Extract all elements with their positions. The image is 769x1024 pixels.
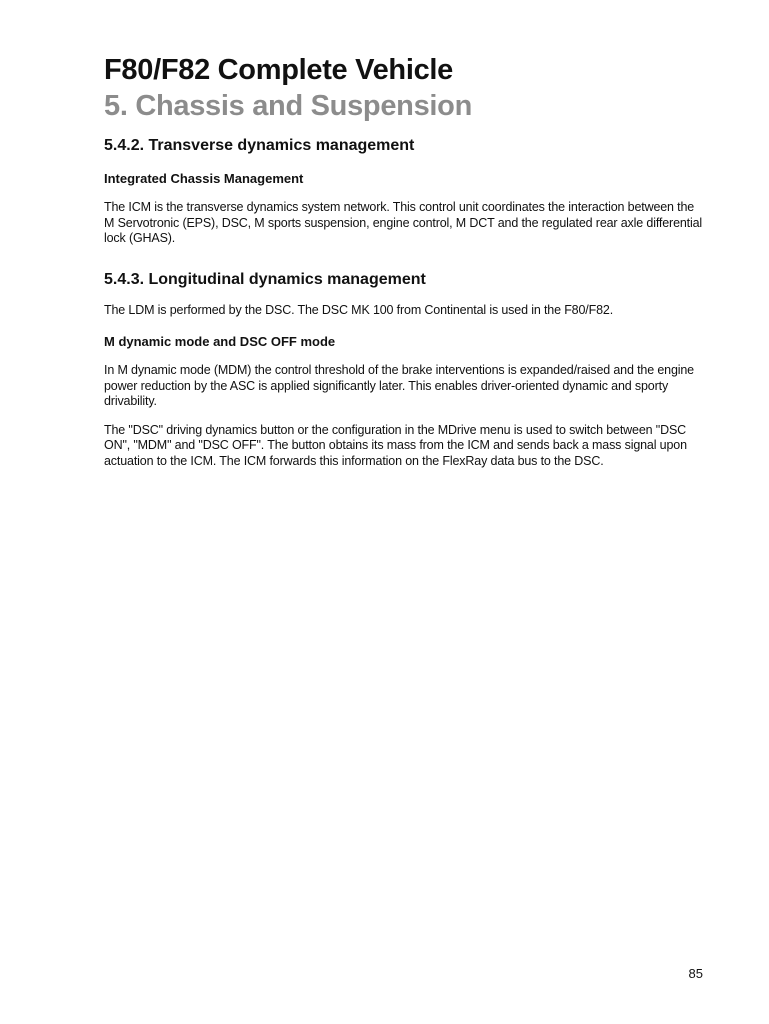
paragraph-dsc-button: The "DSC" driving dynamics button or the configuration in the MDrive menu is used to switch between "DSC ON", "MDM" and "DSC OFF". The button obtains its mass from the ICM and sends back a mass signal upon actuation to the ICM. The ICM forwards this information on the FlexRay data bus to the DSC.: [104, 422, 687, 468]
paragraph-icm: The ICM is the transverse dynamics system network. This control unit coordinates the interaction between the M Servotronic (EPS), DSC, M sports suspension, engine control, M DCT and the regulated rear axle differential lock (GHAS).: [104, 200, 703, 245]
chapter-title: 5. Chassis and Suspension: [104, 90, 472, 122]
paragraph-ldm: The LDM is performed by the DSC. The DSC MK 100 from Continental is used in the F80/F82.: [104, 302, 614, 317]
section-heading-transverse: 5.4.2. Transverse dynamics management: [104, 137, 415, 154]
document-page: [104, 52, 704, 469]
document-title: F80/F82 Complete Vehicle: [104, 54, 453, 86]
page-number: 85: [688, 966, 703, 981]
subheading-mdm: M dynamic mode and DSC OFF mode: [104, 334, 336, 349]
subheading-icm: Integrated Chassis Management: [104, 171, 304, 186]
paragraph-mdm: In M dynamic mode (MDM) the control threshold of the brake interventions is expanded/raised and the engine power reduction by the ASC is applied significantly later. This enables driver-oriented dynamic and sporty drivability.: [104, 363, 694, 408]
section-heading-longitudinal: 5.4.3. Longitudinal dynamics management: [104, 270, 426, 288]
